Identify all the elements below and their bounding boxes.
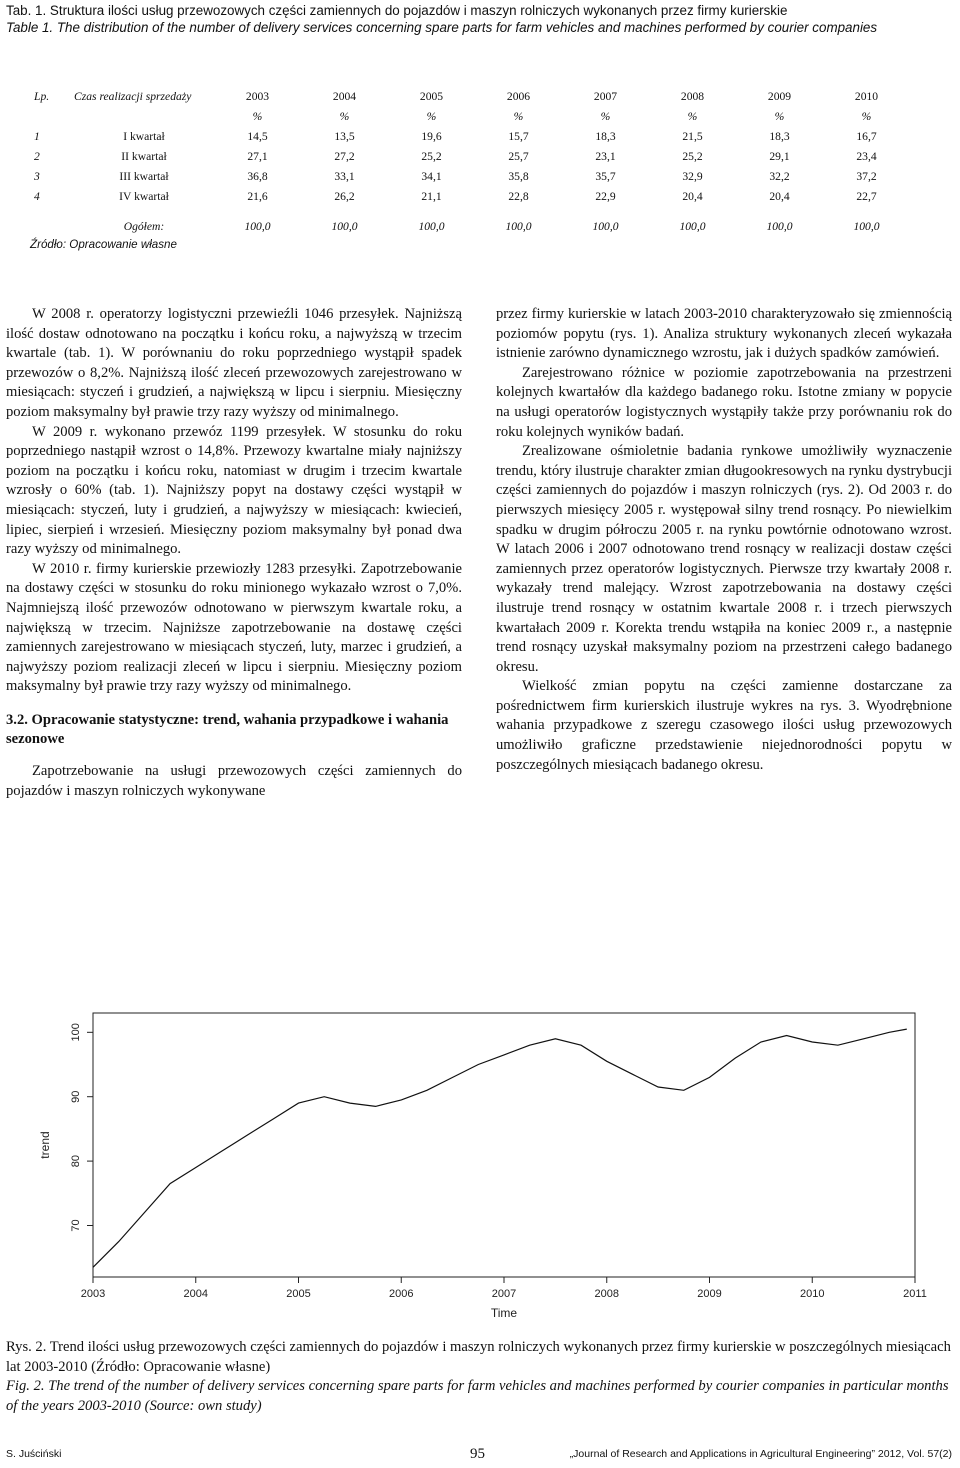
- unit-cell: %: [861, 109, 872, 123]
- total-cell: 100,0: [418, 219, 445, 233]
- y-tick-label: 70: [70, 1219, 82, 1232]
- figure-caption-pl: Rys. 2. Trend ilości usług przewozowych części zamiennych do pojazdów i maszyn rolniczych wykonanych przez firmy kurierskie w poszczególnych miesiącach lat 2003-2010 (Źródło: Opracowanie własne): [6, 1339, 951, 1375]
- paragraph: W 2008 r. operatorzy logistyczni przewieźli 1046 przesyłek. Najniższą ilość dostaw odnotowano na początku i końcu roku, a najwyższą w trzecim kwartale (tab. 1). W porównaniu do roku poprzedniego wystąpił spadek przewozów o 8,2%. Najniższą ilość zleceń przewozowych zarejestrowano w miesiącach: styczeń i grudzień, a największą w lipcu i sierpniu. Miesięczny poziom maksymalny był prawie trzy razy wyższy od minimalnego.: [6, 306, 462, 420]
- table-caption-en: Table 1. The distribution of the number of delivery services concerning spare parts for farm vehicles and machines performed by courier companies: [6, 20, 878, 35]
- unit-cell: %: [426, 109, 437, 123]
- page-number: 95: [470, 1446, 485, 1462]
- header-year: 2008: [680, 89, 705, 103]
- x-tick-label: 2010: [800, 1288, 825, 1300]
- table-row: [30, 126, 910, 146]
- row-label: II kwartał: [121, 149, 167, 163]
- empty-cell: [30, 206, 910, 216]
- table-header-row: [30, 86, 910, 106]
- row-lp: 1: [34, 129, 40, 143]
- x-tick-label: 2004: [183, 1288, 208, 1300]
- footer-author: S. Juściński: [6, 1448, 62, 1460]
- paragraph: W 2009 r. wykonano przewóz 1199 przesyłek. W stosunku do roku poprzedniego nastąpił wzrost o 14,8%. Przewozy kwartalne miały najniższy poziom na początku i końcu roku, natomiast w drugim i trzecim kwartale wzrosły o 60% (tab. 1). Najniższy popyt na dostawy części wystąpił w miesiącach: styczeń, luty i grudzień, a najwyższy w miesiącach: kwiecień, lipiec, sierpień i wrzesień. Miesięczny poziom maksymalny był ponad dwa razy wyższy od minimalnego.: [6, 423, 462, 558]
- table-cell: 21,1: [421, 189, 442, 203]
- unit-cell: %: [600, 109, 611, 123]
- row-label: IV kwartał: [119, 189, 169, 203]
- y-axis-label: trend: [38, 1131, 52, 1159]
- table-cell: 35,8: [508, 169, 529, 183]
- section-heading: 3.2. Opracowanie statystyczne: trend, wahania przypadkowe i wahania sezonowe: [6, 711, 449, 748]
- unit-cell: %: [252, 109, 263, 123]
- figure-caption-en: Fig. 2. The trend of the number of delivery services concerning spare parts for farm vehicles and machines performed by courier companies in particular months of the years 2003-2010 (Source: own study): [6, 1378, 949, 1414]
- x-tick-label: 2005: [286, 1288, 311, 1300]
- header-year: 2009: [767, 89, 792, 103]
- header-year: 2003: [245, 89, 270, 103]
- header-label: Czas realizacji sprzedaży: [74, 89, 192, 103]
- total-label: Ogółem:: [123, 219, 165, 233]
- table-gap-row: [30, 206, 910, 216]
- unit-cell: %: [339, 109, 350, 123]
- table-cell: 18,3: [595, 129, 616, 143]
- left-column: [6, 305, 462, 801]
- figure-caption: [6, 1338, 954, 1416]
- header-year: 2005: [419, 89, 444, 103]
- header-lp: Lp.: [34, 89, 50, 103]
- table-cell: 35,7: [595, 169, 616, 183]
- x-tick-label: 2006: [389, 1288, 414, 1300]
- table-cell: 25,2: [421, 149, 442, 163]
- y-tick-label: 100: [70, 1023, 82, 1042]
- empty-cell: [30, 216, 74, 236]
- trend-series-line: [93, 1029, 907, 1267]
- table-cell: 27,2: [334, 149, 355, 163]
- paragraph: Zrealizowane ośmioletnie badania rynkowe umożliwiły wyznaczenie trendu, który ilustruje charakter zmian długookresowych na rynku dystrybucji części zamiennych do pojazdów i maszyn rolniczych (rys. 2). Od 2003 r. do pierwszych miesięcy 2005 r. występował silny trend rosnący. Po niewielkim spadku w drugim półroczu 2005 r. na rynku powtórnie odnotowano wzrost. W latach 2006 i 2007 odnotowano trend rosnący w realizacji dostaw części zamiennych przez operatorów logistycznych. Pierwsze trzy kwartały 2008 r. wykazały trend malejący. Wzrost zapotrzebowania na dostawy części ilustruje trend rosnący w ostatnim kwartale 2008 r. i trzech pierwszych kwartałach 2009 r. Korekta trendu wstąpiła na koniec 2009 r., a następnie trend rosnący uzyskał maksymalny poziom na przestrzeni całego badanego okresu.: [496, 443, 952, 675]
- table-row: [30, 186, 910, 206]
- y-tick-label: 80: [70, 1154, 82, 1168]
- table-cell: 20,4: [682, 189, 703, 203]
- trend-chart: [35, 995, 960, 1335]
- header-year: 2006: [506, 89, 531, 103]
- paragraph: Zarejestrowano różnice w poziomie zapotrzebowania na przestrzeni kolejnych kwartałów dla każdego badanego roku. Istotne zmiany w popycie na usługi operatorów logistycznych wystąpiły także przy porównaniu rok do roku kolejnych wyników badań.: [496, 364, 952, 440]
- empty-cell: [74, 106, 214, 126]
- table-unit-row: [30, 106, 910, 126]
- table-cell: 33,1: [334, 169, 355, 183]
- plot-frame: [93, 1013, 915, 1277]
- paragraph: W 2010 r. firmy kurierskie przewiozły 1283 przesyłki. Zapotrzebowanie na dostawy części w stosunku do roku minionego wykazało wzrost o 7,0%. Najmniejszą ilość przewozów odnotowano w pierwszym kwartale roku, a największą w trzecim. Najniższe zapotrzebowanie na dostawę części zamiennych zarejestrowano w miesiącach styczeń, luty, marzec i grudzień, a najwyższy poziom realizacji zleceń w lipcu i sierpniu. Miesięczny poziom maksymalny był prawie trzy razy wyższy od minimalnego.: [6, 560, 462, 695]
- table-cell: 29,1: [769, 149, 790, 163]
- x-axis-label: Time: [490, 1306, 518, 1320]
- header-year: 2007: [593, 89, 618, 103]
- table-cell: 22,7: [856, 189, 877, 203]
- table-cell: 26,2: [334, 189, 355, 203]
- table-cell: 13,5: [334, 129, 355, 143]
- x-tick-label: 2008: [594, 1288, 619, 1300]
- row-lp: 3: [34, 169, 40, 183]
- table-cell: 14,5: [247, 129, 268, 143]
- unit-cell: %: [513, 109, 524, 123]
- header-year: 2004: [332, 89, 357, 103]
- x-tick-label: 2007: [491, 1288, 517, 1300]
- distribution-table: [30, 86, 910, 236]
- table-cell: 25,7: [508, 149, 529, 163]
- empty-cell: [30, 106, 74, 126]
- table-row: [30, 146, 910, 166]
- y-tick-label: 90: [70, 1090, 82, 1103]
- total-cell: 100,0: [592, 219, 619, 233]
- right-column: [496, 305, 952, 775]
- distribution-table-block: [30, 86, 930, 251]
- table-cell: 16,7: [856, 129, 877, 143]
- row-lp: 4: [34, 189, 40, 203]
- table-cell: 22,9: [595, 189, 616, 203]
- table-source: Źródło: Opracowanie własne: [30, 238, 177, 251]
- table-cell: 15,7: [508, 129, 529, 143]
- table-cell: 19,6: [421, 129, 442, 143]
- row-label: III kwartał: [119, 169, 169, 183]
- table-cell: 27,1: [247, 149, 268, 163]
- table-row: [30, 166, 910, 186]
- paragraph: Zapotrzebowanie na usługi przewozowych części zamiennych do pojazdów i maszyn rolniczych wykonywane: [6, 763, 462, 799]
- footer-journal: „Journal of Research and Applications in Agricultural Engineering” 2012, Vol. 57(2): [569, 1448, 952, 1460]
- table-cell: 20,4: [769, 189, 790, 203]
- table-cell: 23,4: [856, 149, 877, 163]
- table-cell: 32,2: [769, 169, 790, 183]
- row-lp: 2: [34, 149, 40, 163]
- table-cell: 21,6: [247, 189, 268, 203]
- table-cell: 22,8: [508, 189, 529, 203]
- table-cell: 36,8: [247, 169, 268, 183]
- table-cell: 32,9: [682, 169, 703, 183]
- total-cell: 100,0: [505, 219, 532, 233]
- total-cell: 100,0: [244, 219, 271, 233]
- unit-cell: %: [774, 109, 785, 123]
- total-cell: 100,0: [853, 219, 880, 233]
- header-year: 2010: [854, 89, 879, 103]
- table-cell: 21,5: [682, 129, 703, 143]
- x-tick-label: 2009: [697, 1288, 722, 1300]
- total-cell: 100,0: [766, 219, 793, 233]
- table-total-row: [30, 216, 910, 236]
- total-cell: 100,0: [679, 219, 706, 233]
- table-cell: 34,1: [421, 169, 442, 183]
- x-tick-label: 2011: [903, 1288, 927, 1300]
- total-cell: 100,0: [331, 219, 358, 233]
- table-cell: 25,2: [682, 149, 703, 163]
- paragraph: przez firmy kurierskie w latach 2003-2010 charakteryzowało się zmiennością poziomów popytu (rys. 1). Analiza struktury wykonanych zleceń wykazała istnienie zarówno dynamicznego wzrostu, jak i dużych spadków zamówień.: [496, 306, 952, 362]
- table-caption: [6, 2, 954, 36]
- unit-cell: %: [687, 109, 698, 123]
- paragraph: Wielkość zmian popytu na części zamienne dostarczane za pośrednictwem firm kurierskich ilustruje wykres na rys. 3. Wyodrębnione wahania przypadkowe z szeregu czasowego ilości usług przewozowych umożliwiło graficzne przedstawienie niejednorodności popytu w poszczególnych miesiącach badanego okresu.: [496, 678, 952, 773]
- table-caption-pl: Tab. 1. Struktura ilości usług przewozowych części zamiennych do pojazdów i maszyn rolniczych wykonanych przez firmy kurierskie: [6, 3, 788, 18]
- row-label: I kwartał: [123, 129, 165, 143]
- table-cell: 18,3: [769, 129, 790, 143]
- table-cell: 37,2: [856, 169, 877, 183]
- table-cell: 23,1: [595, 149, 616, 163]
- x-tick-label: 2003: [80, 1288, 106, 1300]
